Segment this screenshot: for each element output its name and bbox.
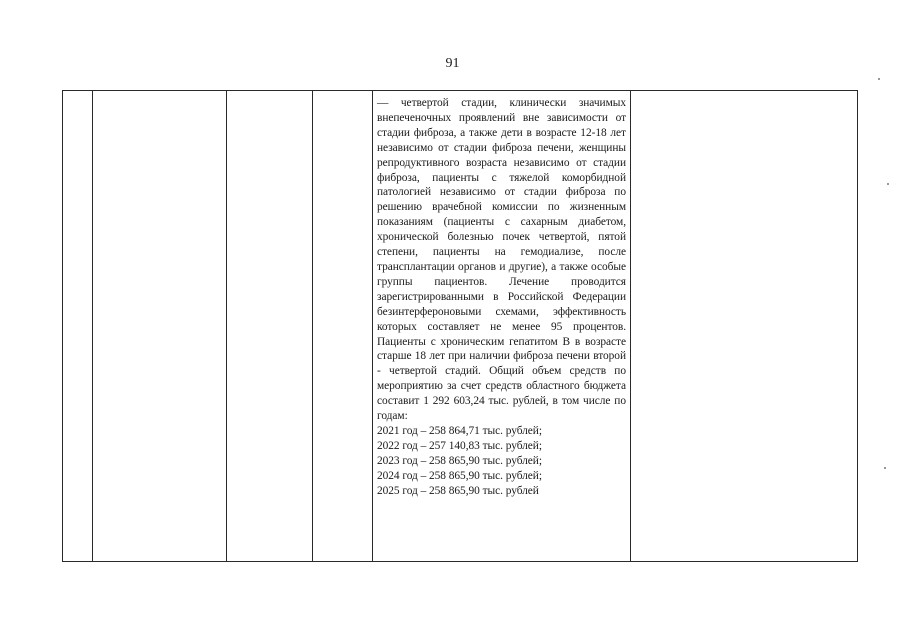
table-cell-description (373, 91, 631, 562)
funding-year-2025: 2025 год – 258 865,90 тыс. рублей (377, 484, 539, 497)
funding-year-2024: 2024 год – 258 865,90 тыс. рублей; (377, 469, 542, 482)
scan-speck (884, 467, 886, 469)
table-cell-result (631, 91, 858, 562)
funding-year-2022: 2022 год – 257 140,83 тыс. рублей; (377, 439, 542, 452)
table-cell-term (313, 91, 373, 562)
scan-speck (878, 78, 880, 80)
measures-table (62, 90, 858, 562)
funding-year-2021: 2021 год – 258 864,71 тыс. рублей; (377, 424, 542, 437)
table-cell-measure-name (93, 91, 227, 562)
measure-description: — четвертой стадии, клинически значимых внепеченочных проявлений вне зависимости от стадии фиброза, а также дети в возрасте 12-18 лет независимо от стадии фиброза печени, женщины репродуктивного возраста независимо от стадии фиброза, пациенты с тяжелой коморбидной патологией независимо от стадии фиброза по решению врачебной комиссии по жизненным показаниям (пациенты с сахарным диабетом, хронической болезнью почек четвертой, пятой степени, пациенты на гемодиализе, после трансплантации органов и другие), а также особые группы пациентов. Лечение проводится зарегистрированными в Российской Федерации безинтерфероновыми схемами, эффективность которых составляет не менее 95 процентов. Пациенты с хроническим гепатитом В в возрасте старше 18 лет при наличии фиброза печени второй - четвертой стадий. Общий объем средств по мероприятию за счет средств областного бюджета составит 1 292 603,24 тыс. рублей, в том числе по годам: (377, 97, 626, 423)
scan-speck (887, 183, 889, 185)
table-cell-executor (227, 91, 313, 562)
table-cell-number (63, 91, 93, 562)
page-number: 91 (445, 56, 460, 71)
table-row (63, 91, 858, 562)
funding-year-2023: 2023 год – 258 865,90 тыс. рублей; (377, 454, 542, 467)
